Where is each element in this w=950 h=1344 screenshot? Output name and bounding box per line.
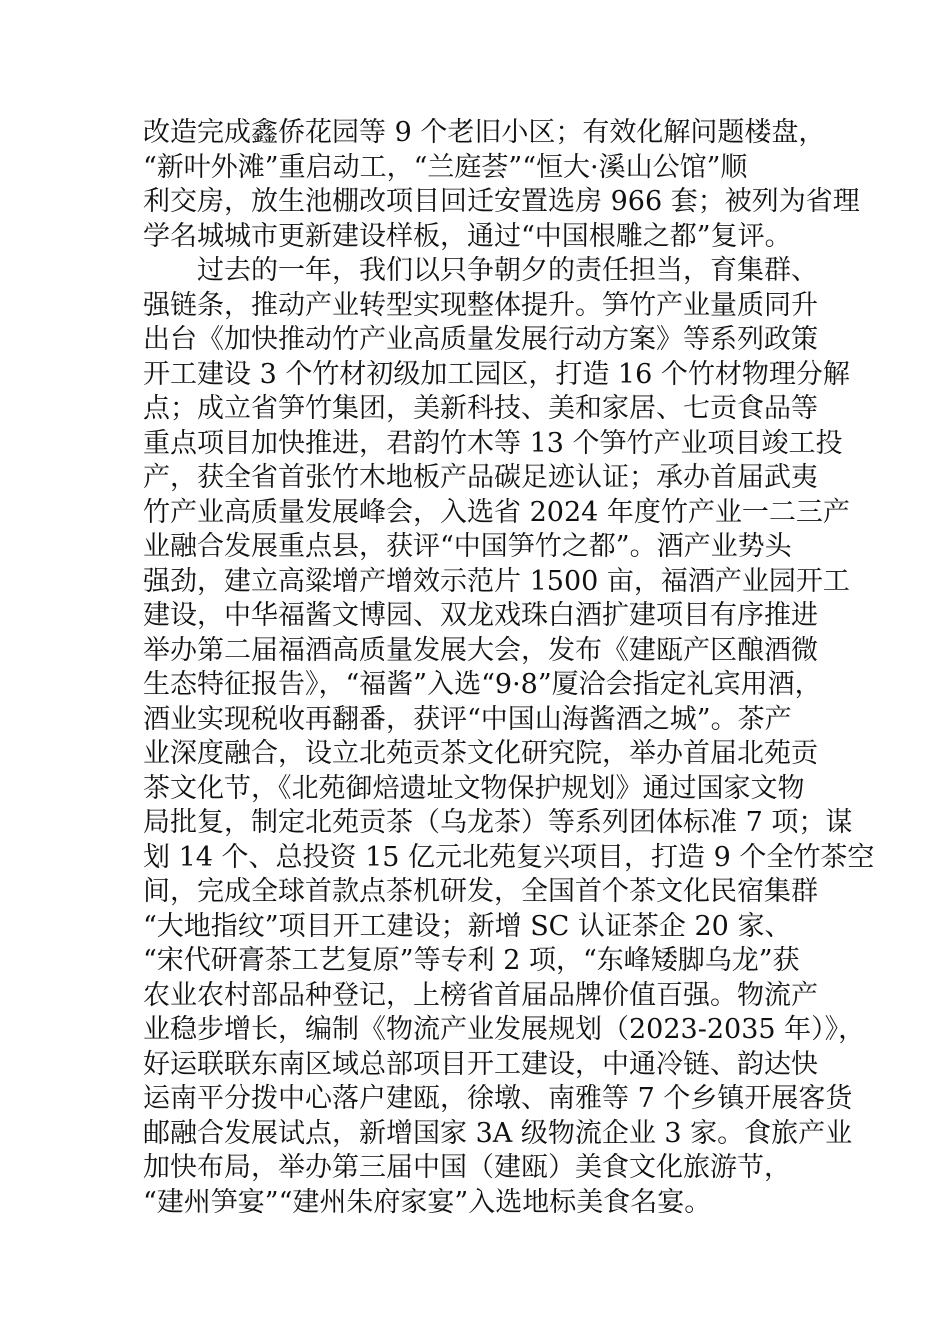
text-line: 生态特征报告》，“福酱”入选“9·8”厦洽会指定礼宾用酒， <box>143 669 822 700</box>
text-line: 局批复，制定北苑贡茶（乌龙茶）等系列团体标准 7 项；谋 <box>143 807 853 838</box>
text-line: 酒业实现税收再翻番，获评“中国山海酱酒之城”。茶产 <box>143 703 792 735</box>
text-line: 农业农村部品种登记，上榜省首届品牌价值百强。物流产 <box>143 979 818 1011</box>
text-line: 业融合发展重点县，获评“中国笋竹之都”。酒产业势头 <box>143 531 792 562</box>
text-line: 开工建设 3 个竹材初级加工园区，打造 16 个竹材物理分解 <box>143 358 850 390</box>
text-line: 强劲，建立高粱增产增效示范片 1500 亩，福酒产业园开工 <box>143 565 850 597</box>
text-line: 学名城城市更新建设样板，通过“中国根雕之都”复评。 <box>143 220 792 252</box>
text-line: 邮融合发展试点，新增国家 3A 级物流企业 3 家。食旅产业 <box>143 1117 853 1149</box>
text-line: 出台《加快推动竹产业高质量发展行动方案》等系列政策 <box>143 324 818 355</box>
text-line: 改造完成鑫侨花园等 9 个老旧小区；有效化解问题楼盘， <box>143 117 826 148</box>
text-line: 竹产业高质量发展峰会，入选省 2024 年度竹产业一二三产 <box>143 496 850 528</box>
text-line: 好运联联东南区域总部项目开工建设，中通冷链、韵达快 <box>143 1048 818 1080</box>
text-line: 重点项目加快推进，君韵竹木等 13 个笋竹产业项目竣工投 <box>143 427 843 459</box>
text-line: 茶文化节，《北苑御焙遗址文物保护规划》通过国家文物 <box>143 772 805 804</box>
text-line: 业深度融合，设立北苑贡茶文化研究院，举办首届北苑贡 <box>143 738 818 769</box>
text-line: 强链条，推动产业转型实现整体提升。笋竹产业量质同升 <box>143 289 818 321</box>
text-line: 产，获全省首张竹木地板产品碳足迹认证；承办首届武夷 <box>143 462 818 493</box>
text-line: 建设，中华福酱文博园、双龙戏珠白酒扩建项目有序推进 <box>143 600 818 631</box>
text-line: 运南平分拨中心落户建瓯，徐墩、南雅等 7 个乡镇开展客货 <box>143 1083 853 1114</box>
text-line: 利交房，放生池棚改项目回迁安置选房 966 套；被列为省理 <box>143 186 860 217</box>
body-text <box>143 116 875 1220</box>
text-line: “新叶外滩”重启动工，“兰庭荟”“恒大·溪山公馆”顺 <box>143 151 748 183</box>
text-line: “建州笋宴”“建州朱府家宴”入选地标美食名宴。 <box>143 1186 712 1218</box>
text-line: 间，完成全球首款点茶机研发，全国首个茶文化民宿集群 <box>143 876 818 907</box>
text-line: 加快布局，举办第三届中国（建瓯）美食文化旅游节， <box>143 1152 791 1183</box>
text-line: 点；成立省笋竹集团，美新科技、美和家居、七贡食品等 <box>143 393 818 424</box>
text-line: 划 14 个、总投资 15 亿元北苑复兴项目，打造 9 个全竹茶空 <box>143 841 875 873</box>
text-line: “宋代研膏茶工艺复原”等专利 2 项，“东峰矮脚乌龙”获 <box>143 945 800 976</box>
text-line: 业稳步增长，编制《物流产业发展规划（2023-2035 年）》， <box>143 1014 866 1045</box>
paragraph-first-line: 过去的一年，我们以只争朝夕的责任担当，育集群、 <box>197 255 818 286</box>
text-line: “大地指纹”项目开工建设；新增 SC 认证茶企 20 家、 <box>143 910 792 942</box>
text-line: 举办第二届福酒高质量发展大会，发布《建瓯产区酿酒微 <box>143 634 818 666</box>
